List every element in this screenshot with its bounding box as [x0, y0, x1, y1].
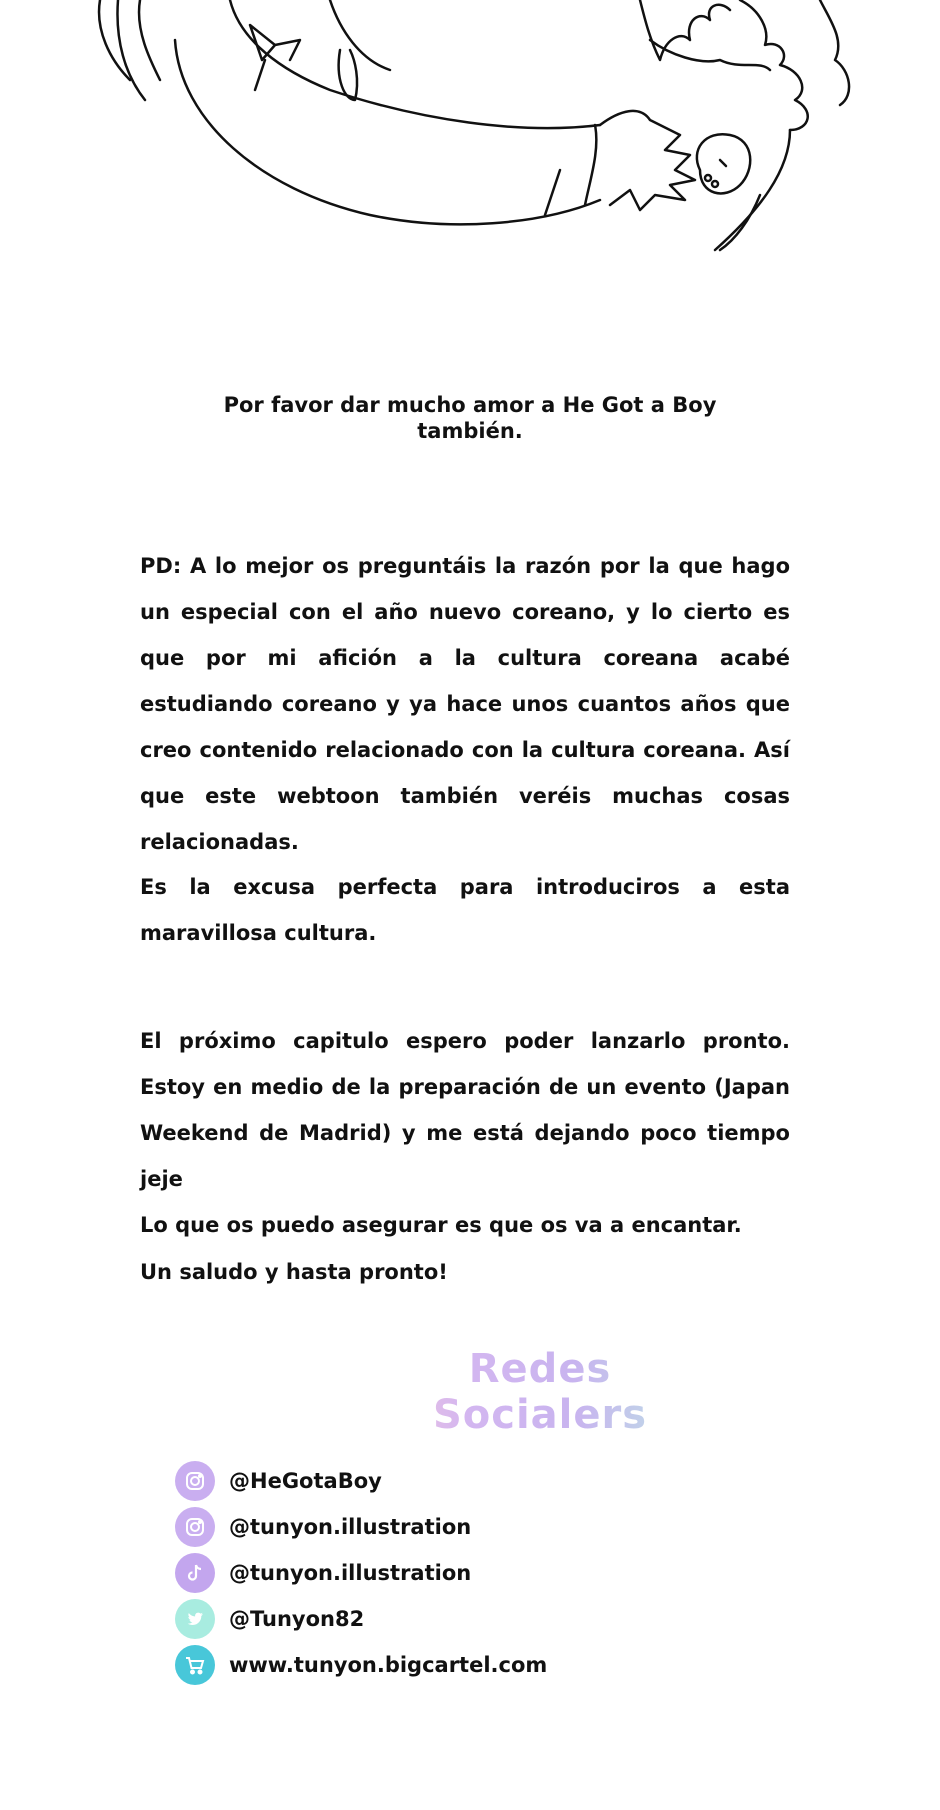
- social-item-twitter-tunyon82[interactable]: [175, 1596, 547, 1642]
- caption-line-2: también.: [417, 419, 523, 443]
- social-list: [175, 1458, 547, 1688]
- caption-line-1: Por favor dar mucho amor a He Got a Boy: [223, 393, 717, 417]
- tiktok-icon: [175, 1553, 215, 1593]
- paragraph-promise-text: Lo que os puedo asegurar es que os va a encantar.: [140, 1213, 742, 1237]
- caption: [180, 392, 760, 444]
- comic-illustration: [0, 0, 940, 260]
- social-item-instagram-tunyon[interactable]: [175, 1504, 547, 1550]
- social-label: www.tunyon.bigcartel.com: [229, 1653, 548, 1677]
- social-label: @HeGotaBoy: [229, 1469, 382, 1493]
- social-label: @tunyon.illustration: [229, 1561, 472, 1585]
- paragraph-excuse: Es la excusa perfecta para introduciros a esta maravillosa cultura.: [140, 875, 790, 945]
- social-item-tiktok-tunyon[interactable]: [175, 1550, 547, 1596]
- cart-icon: [175, 1645, 215, 1685]
- twitter-icon: [175, 1599, 215, 1639]
- social-item-instagram-hegotaboy[interactable]: [175, 1458, 547, 1504]
- paragraph-next-chapter: [140, 1018, 790, 1248]
- paragraph-next-chapter-text: El próximo capitulo espero poder lanzarlo pronto. Estoy en medio de la preparación de un evento (Japan Weekend de Madrid) y me está dejando poco tiempo jeje: [140, 1029, 790, 1191]
- social-label: @Tunyon82: [229, 1607, 365, 1631]
- paragraph-pd: PD: A lo mejor os preguntáis la razón por la que hago un especial con el año nuevo coreano, y lo cierto es que por mi afición a la cultura coreana acabé estudiando coreano y ya hace unos cuantos años que creo contenido relacionado con la cultura coreana. Así que este webtoon también veréis muchas cosas relacionadas.: [140, 554, 790, 854]
- instagram-icon: [175, 1507, 215, 1547]
- social-label: @tunyon.illustration: [229, 1515, 472, 1539]
- social-title: Redes Socialers: [360, 1346, 720, 1438]
- instagram-icon: [175, 1461, 215, 1501]
- social-item-shop[interactable]: [175, 1642, 547, 1688]
- paragraph-farewell: Un saludo y hasta pronto!: [140, 1260, 448, 1284]
